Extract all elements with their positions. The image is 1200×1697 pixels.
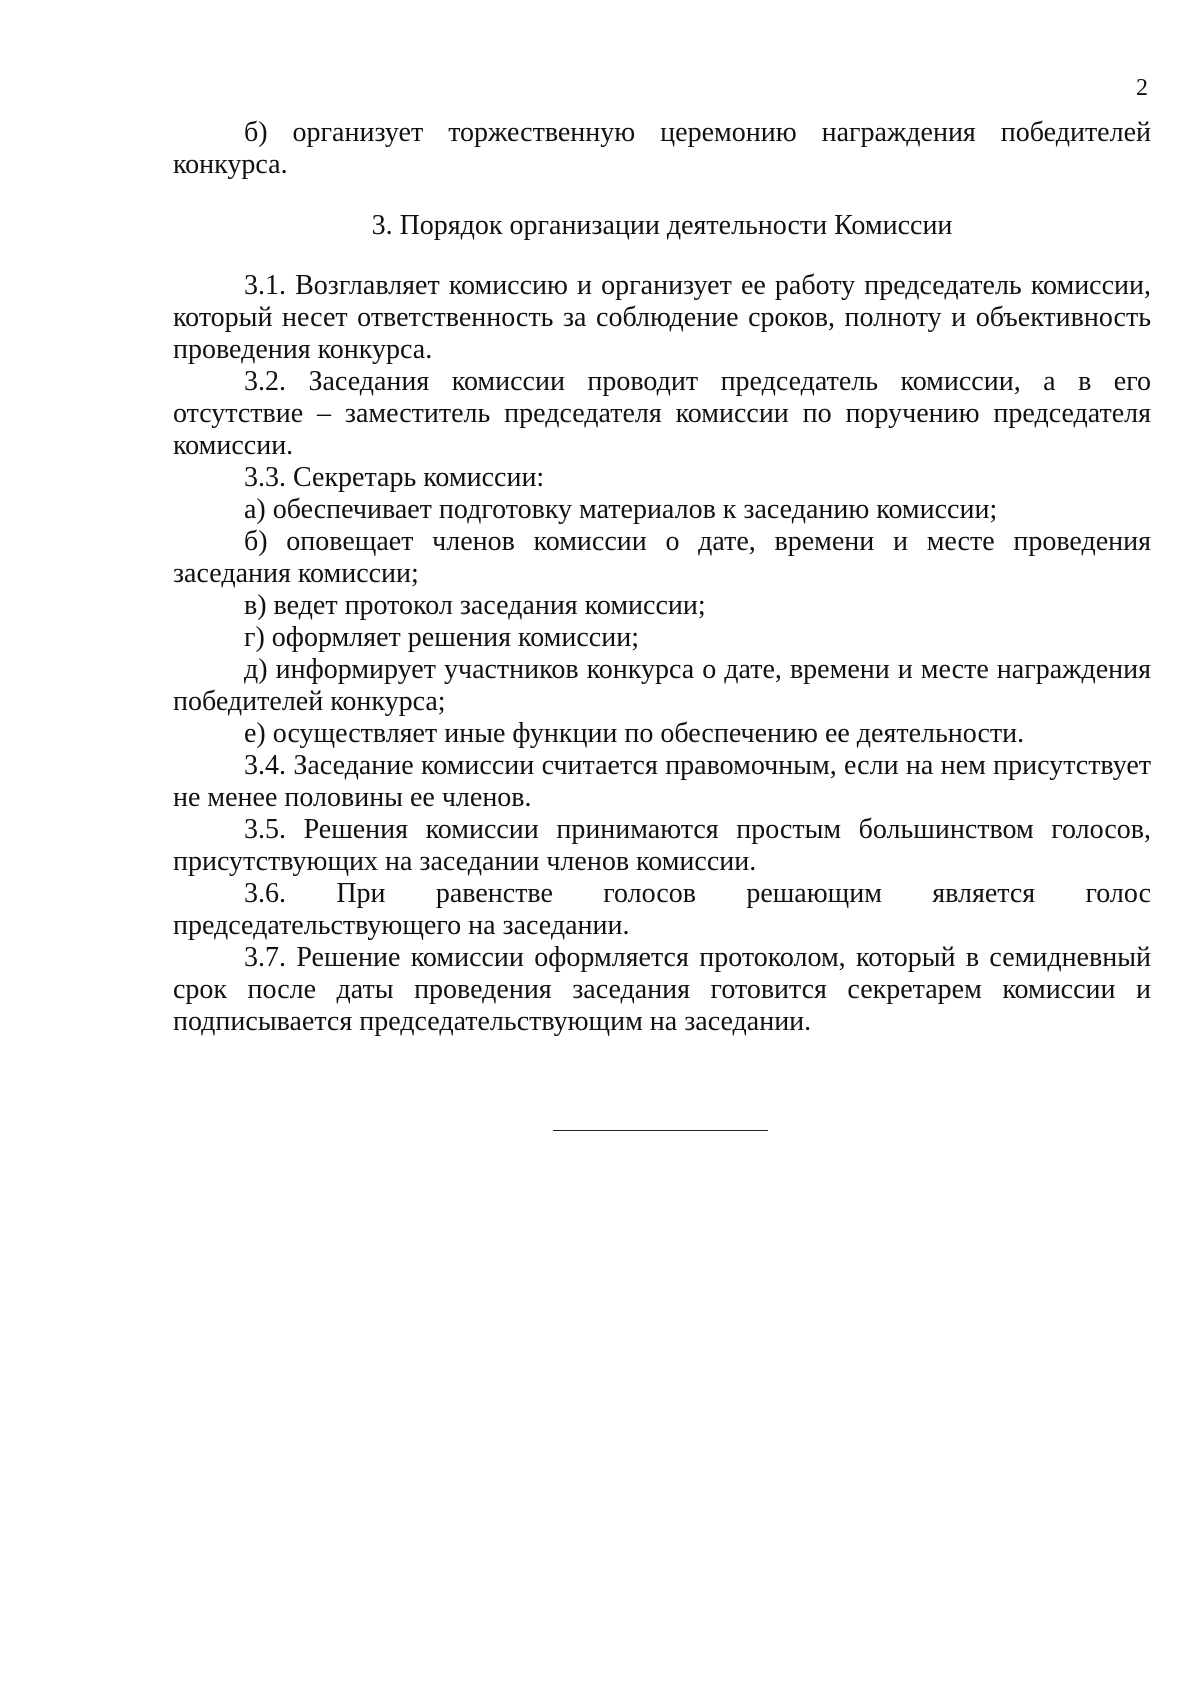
paragraph-3-4: 3.4. Заседание комиссии считается правомочным, если на нем присутствует не менее половины ее членов. — [173, 750, 1151, 813]
paragraph-3-5: 3.5. Решения комиссии принимаются простым большинством голосов, присутствующих на заседании членов комиссии. — [173, 814, 1151, 877]
paragraph-3-2: 3.2. Заседания комиссии проводит председатель комиссии, а в его отсутствие – заместитель председателя комиссии по поручению председателя комиссии. — [173, 366, 1151, 461]
end-of-document-rule — [553, 1130, 768, 1131]
paragraph-3-1: 3.1. Возглавляет комиссию и организует ее работу председатель комиссии, который несет ответственность за соблюдение сроков, полноту и объективность проведения конкурса. — [173, 270, 1151, 365]
paragraph-3-3-b: б) оповещает членов комиссии о дате, времени и месте проведения заседания комиссии; — [173, 526, 1151, 589]
paragraph-3-3-v: в) ведет протокол заседания комиссии; — [244, 590, 706, 621]
document-body — [173, 117, 1151, 1038]
paragraph-3-6: 3.6. При равенстве голосов решающим является голос председательствующего на заседании. — [173, 878, 1151, 941]
section-heading: 3. Порядок организации деятельности Комиссии — [371, 210, 953, 241]
page-number: 2 — [1136, 75, 1148, 101]
paragraph-3-3-g: г) оформляет решения комиссии; — [244, 622, 639, 653]
paragraph-3-3-a: а) обеспечивает подготовку материалов к заседанию комиссии; — [244, 494, 998, 525]
paragraph-3-3-d: д) информирует участников конкурса о дате, времени и месте награждения победителей конкурса; — [173, 654, 1151, 717]
paragraph-3-7: 3.7. Решение комиссии оформляется протоколом, который в семидневный срок после даты проведения заседания готовится секретарем комиссии и подписывается председательствующим на заседании. — [173, 942, 1151, 1037]
paragraph-3-3-e: е) осуществляет иные функции по обеспечению ее деятельности. — [244, 718, 1025, 749]
paragraph-3-3: 3.3. Секретарь комиссии: — [244, 462, 545, 493]
paragraph-award-ceremony: б) организует торжественную церемонию награждения победителей конкурса. — [173, 117, 1151, 180]
